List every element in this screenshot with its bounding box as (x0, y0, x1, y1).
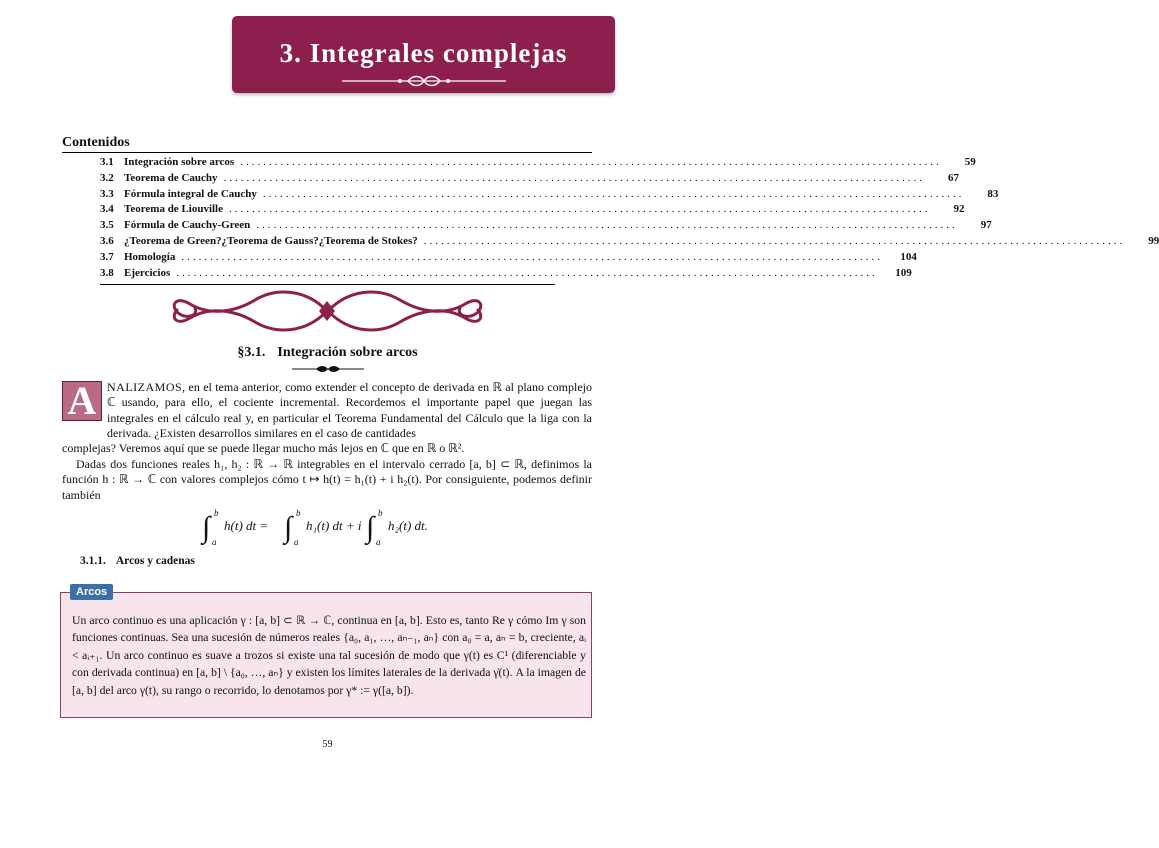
svg-text:∫: ∫ (284, 511, 293, 544)
toc-entry-label: ¿Teorema de Green?¿Teorema de Gauss?¿Teorema de Stokes? (124, 234, 418, 247)
section-number: §3.1. (237, 345, 266, 360)
toc-entry-page: 97 (980, 219, 992, 232)
definition-text: Un arco continuo es una aplicación γ : [a, b] ⊂ ℝ → ℂ, continua en [a, b]. Esto es, tanto Re γ cómo Im γ son funciones continuas. Sea una sucesión de números reales {a₀, a₁, …, aₙ₋₁, aₙ} con a₀ = a, aₙ = b, creciente, aᵢ < aᵢ₊₁. Un arco continuo es suave a trozos si existe una tal sucesión de modo que γ(t) es C¹ (diferenciable y con derivada continua) en [a, b] \ {a₀, …, aₙ} y existen los límites laterales de la derivada γ̇(t). A la imagen de [a, b] del arco γ(t), su rango o recorrido, lo denotamos por γ* := γ([a, b]). (72, 614, 586, 697)
toc-entry-label: Homología (124, 250, 176, 263)
toc-leader-dots: .......................................................................................................................... (181, 250, 883, 263)
table-of-contents (100, 156, 1159, 282)
formula-term-3: h₂(t) dt. (388, 518, 428, 533)
toc-entry-page: 83 (987, 187, 999, 200)
toc-bottom-rule (100, 284, 555, 285)
toc-heading: Contenidos (62, 135, 130, 150)
toc-entry-label: Teorema de Cauchy (124, 171, 218, 184)
toc-entry-label: Teorema de Liouville (124, 203, 223, 216)
upper-limit-2: b (296, 508, 301, 518)
drop-cap: A (62, 381, 102, 421)
toc-leader-dots: .......................................................................................................................... (262, 187, 965, 200)
toc-top-rule (62, 152, 592, 153)
toc-entry-page: 109 (895, 266, 912, 279)
section-heading (0, 345, 655, 361)
toc-entry-number: 3.8 (100, 266, 114, 279)
svg-text:∫: ∫ (202, 511, 211, 544)
lower-limit-2: a (294, 537, 299, 547)
intro-paragraph-end: complejas? Veremos aquí que se puede llegar mucho más lejos en ℂ que en ℝ o ℝ². (62, 441, 465, 455)
toc-entry[interactable] (100, 187, 999, 204)
flourish-rule-icon (338, 74, 510, 88)
intro-text: , en el tema anterior, como extender el concepto de derivada en ℝ al plano complejo ℂ usando, para ello, el cociente incremental. Recordemos el importante papel que juegan las integrales en el cálculo real y, en particular el Teorema Fundamental del Cálculo que la liga con la derivada. ¿Existen desarrollos similares en el caso de cantidades (107, 380, 592, 440)
chapter-title: 3. Integrales complejas (279, 38, 568, 68)
toc-entry[interactable] (100, 156, 976, 172)
toc-leader-dots: .......................................................................................................................... (223, 171, 925, 184)
toc-entry-number: 3.2 (100, 171, 114, 184)
toc-entry-page: 59 (964, 156, 976, 168)
subsection-number: 3.1.1. (80, 555, 106, 567)
page-number: 59 (322, 739, 333, 750)
functions-paragraph: Dadas dos funciones reales h₁, h₂ : ℝ → ℝ integrables en el intervalo cerrado [a, b] ⊂ ℝ, definimos la función h : ℝ → ℂ con valores complejos cómo t ↦ h(t) = h₁(t) + i h₂(t). Por consiguiente, podemos definir también (62, 457, 592, 502)
toc-entry-label: Integración sobre arcos (124, 156, 235, 168)
subsection-heading (80, 555, 195, 567)
lower-limit-1: a (212, 537, 217, 547)
upper-limit-3: b (378, 508, 383, 518)
toc-entry[interactable] (100, 234, 1159, 251)
toc-entry-number: 3.3 (100, 187, 114, 200)
toc-entry-number: 3.4 (100, 203, 114, 216)
toc-entry[interactable] (100, 266, 912, 283)
formula-term-2: h₁(t) dt + i (306, 518, 362, 533)
section-ornament-icon (290, 364, 366, 374)
toc-leader-dots: .......................................................................................................................... (176, 266, 878, 279)
toc-entry-page: 67 (948, 171, 959, 184)
toc-entry[interactable] (100, 171, 959, 188)
toc-entry-number: 3.5 (100, 219, 114, 232)
toc-leader-dots: .......................................................................................................................... (240, 156, 942, 168)
toc-leader-dots: .......................................................................................................................... (423, 234, 1126, 247)
section-title: Integración sobre arcos (277, 345, 418, 360)
scroll-ornament-icon (165, 286, 490, 336)
toc-entry-page: 104 (900, 250, 917, 263)
svg-text:∫: ∫ (366, 511, 375, 544)
toc-entry-label: Fórmula integral de Cauchy (124, 187, 257, 200)
toc-entry-number: 3.6 (100, 234, 114, 247)
definition-tag: Arcos (70, 584, 113, 600)
toc-entry[interactable] (100, 250, 917, 267)
toc-entry-number: 3.1 (100, 156, 114, 168)
upper-limit-1: b (214, 508, 219, 518)
toc-entry-number: 3.7 (100, 250, 114, 263)
toc-entry[interactable] (100, 203, 965, 219)
toc-leader-dots: .......................................................................................................................... (229, 203, 931, 216)
toc-entry-page: 99 (1148, 234, 1159, 247)
lower-limit-3: a (376, 537, 381, 547)
formula-term-1: h(t) dt = (224, 518, 269, 533)
toc-entry[interactable] (100, 219, 992, 235)
subsection-title: Arcos y cadenas (115, 555, 195, 567)
toc-leader-dots: .......................................................................................................................... (256, 219, 958, 232)
integral-formula (200, 504, 455, 548)
toc-entry-label: Ejercicios (124, 266, 171, 279)
toc-entry-page: 92 (953, 203, 965, 216)
intro-paragraph (107, 380, 592, 441)
chapter-banner (232, 16, 615, 93)
toc-entry-label: Fórmula de Cauchy-Green (124, 219, 251, 232)
intro-lead-word: NALIZAMOS (107, 380, 183, 394)
